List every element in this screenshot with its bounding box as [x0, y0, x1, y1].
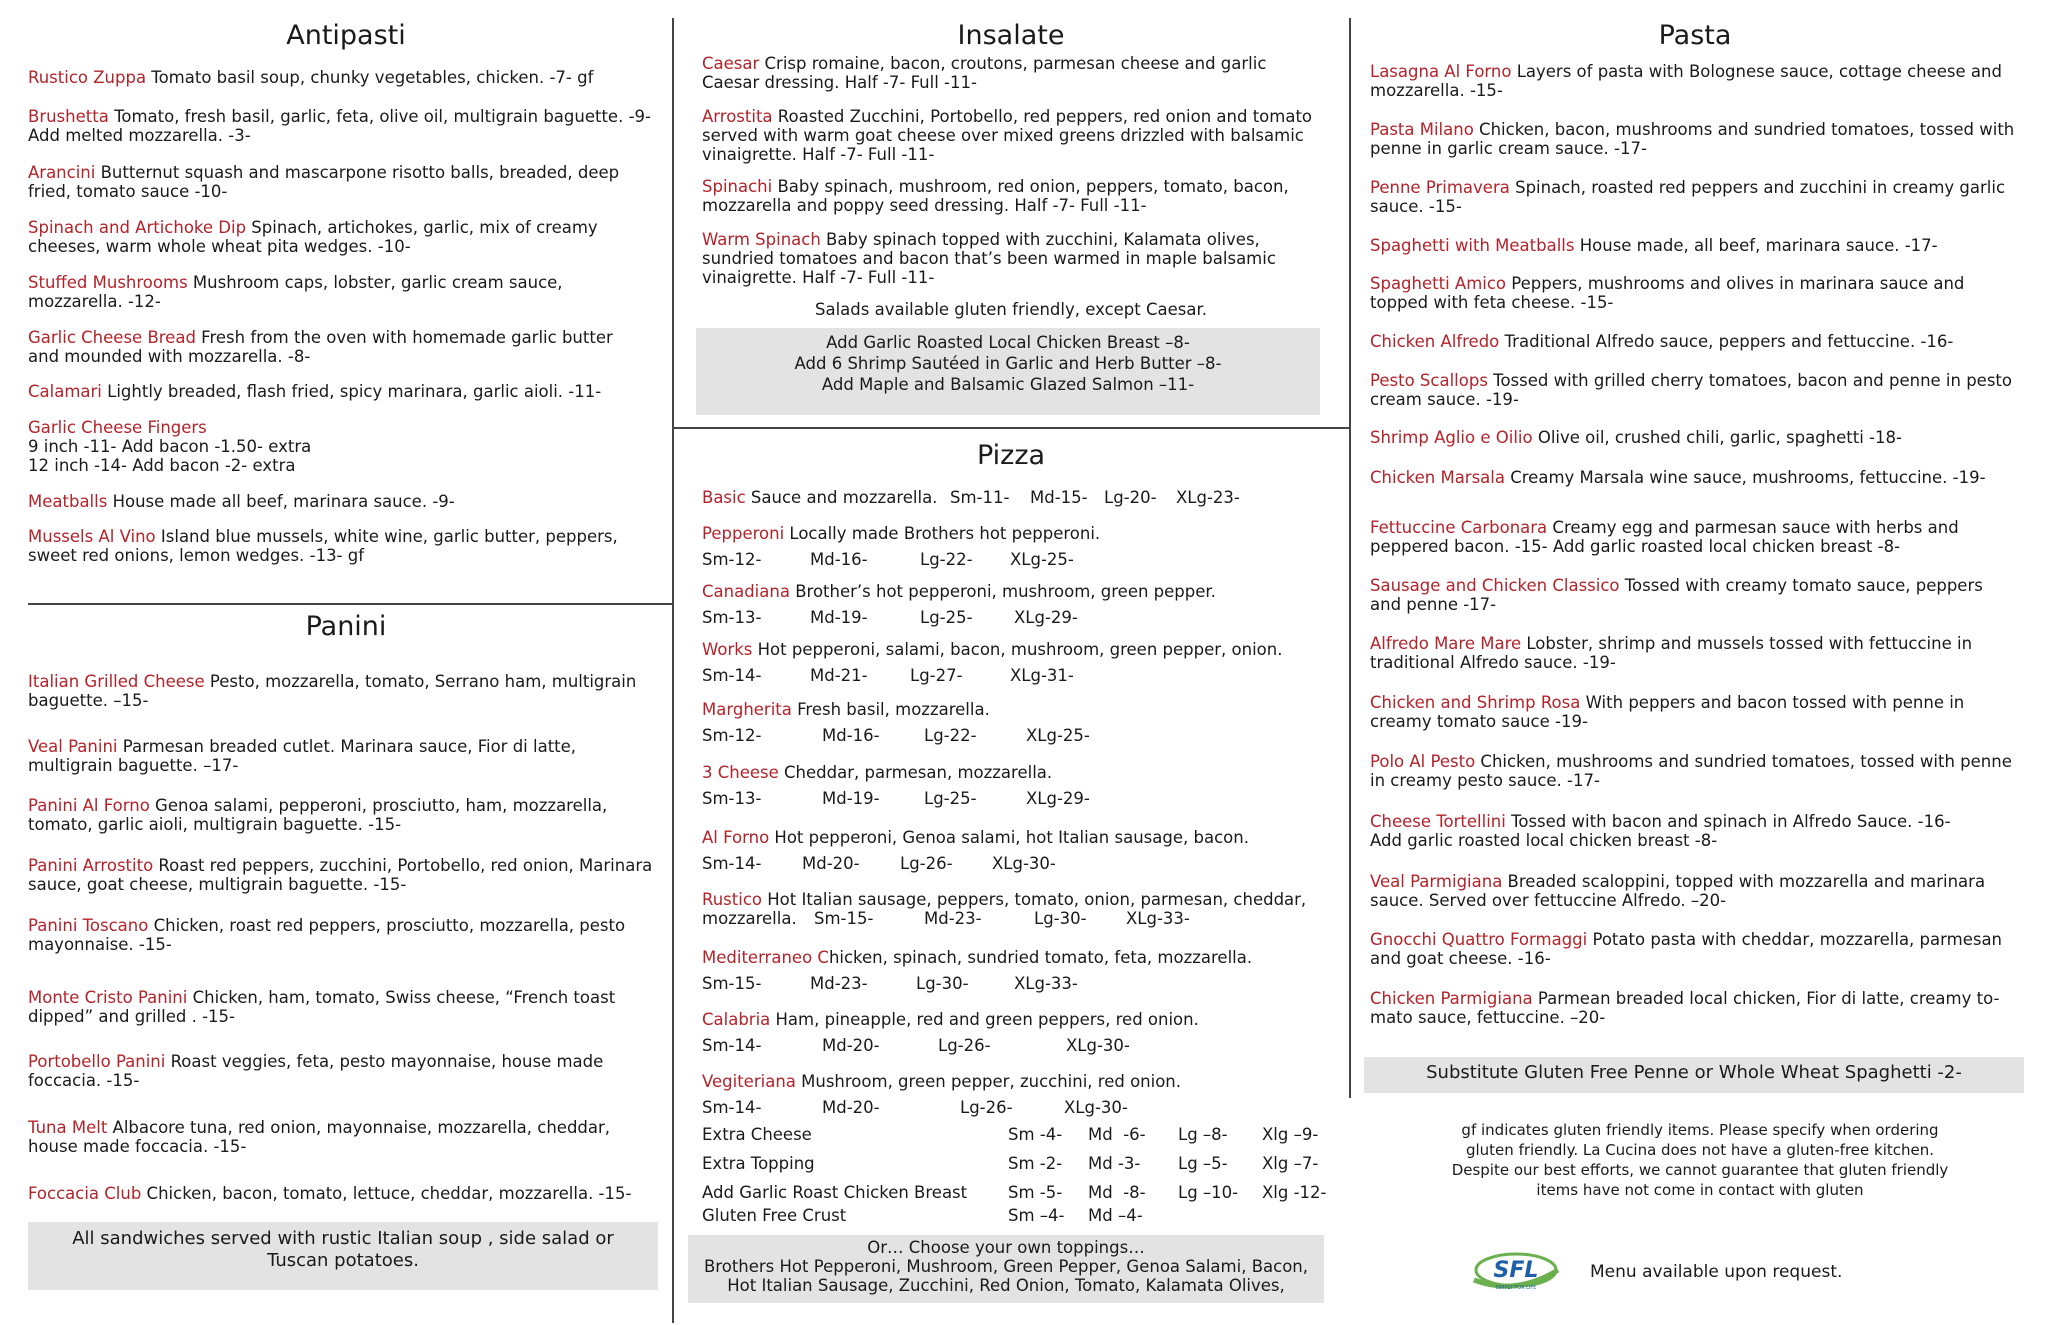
- pizza-extra-label: Extra Cheese: [702, 1125, 812, 1144]
- item-name: Al Forno: [702, 828, 770, 847]
- item-desc: Parmean breaded local chicken, Fior di latte, creamy to- mato sauce, fettuccine. –20-: [1370, 989, 2000, 1027]
- pasta-title: Pasta: [1658, 20, 1732, 51]
- menu-item: [1370, 332, 1953, 351]
- substitute-box: Substitute Gluten Free Penne or Whole Wheat Spaghetti -2-: [1364, 1057, 2024, 1093]
- pizza-price: Lg-30-: [1034, 909, 1087, 928]
- pizza-price: Lg-30-: [916, 974, 969, 993]
- item-name: Monte Cristo Panini: [28, 988, 188, 1007]
- item-name: Veal Panini: [28, 737, 118, 756]
- item-name: Calamari: [28, 382, 102, 401]
- pizza-desc-line: [702, 828, 1320, 847]
- pizza-extra-price: Xlg –9-: [1262, 1125, 1319, 1144]
- menu-item: [28, 672, 636, 710]
- item-desc: Lobster, shrimp and mussels tossed with fettuccine in traditional Alfredo sauce. -19-: [1370, 634, 1973, 672]
- panini-footer-line: Tuscan potatoes.: [267, 1250, 419, 1271]
- toppings-box: [688, 1235, 1324, 1303]
- pizza-extra-price: Lg –5-: [1178, 1154, 1228, 1173]
- pizza-price: Md-16-: [810, 550, 868, 569]
- item-name: Rustico Zuppa: [28, 68, 147, 87]
- item-desc: Creamy Marsala wine sauce, mushrooms, fettuccine. -19-: [1505, 468, 1986, 487]
- pizza-price: Sm-15-: [702, 974, 762, 993]
- pizza-price: XLg-25-: [1010, 550, 1074, 569]
- pizza-price: Sm-14-: [702, 854, 762, 873]
- pizza-item: [702, 640, 1320, 685]
- item-desc: Fresh from the oven with homemade garlic butter and mounded with mozzarella. -8-: [28, 328, 613, 366]
- menu-item: [1370, 274, 1964, 312]
- item-name: Calabria: [702, 1010, 771, 1029]
- item-desc: Breaded scaloppini, topped with mozzarella and marinara sauce. Served over fettuccine Alfredo. –20-: [1370, 872, 1986, 910]
- item-desc: Hot pepperoni, salami, bacon, mushroom, green pepper, onion.: [752, 640, 1283, 659]
- item-name: Chicken Alfredo: [1370, 332, 1500, 351]
- item-desc: Island blue mussels, white wine, garlic butter, peppers, sweet red onions, lemon wedges. -13- gf: [28, 527, 618, 565]
- item-name: Caesar: [702, 54, 760, 73]
- pizza-extra-price: Xlg –7-: [1262, 1154, 1319, 1173]
- item-desc: Roast veggies, feta, pesto mayonnaise, house made foccacia. -15-: [28, 1052, 604, 1090]
- menu-item: [702, 54, 1266, 92]
- pizza-item: [702, 524, 1320, 569]
- pizza-price: Sm-15-: [814, 909, 874, 928]
- item-desc: Potato pasta with cheddar, mozzarella, parmesan and goat cheese. -16-: [1370, 930, 2003, 968]
- item-desc: Sauce and mozzarella.: [745, 488, 938, 507]
- panini-footer-line: All sandwiches served with rustic Italian soup , side salad or: [72, 1228, 614, 1249]
- pizza-extra-price: Md -3-: [1088, 1154, 1141, 1173]
- pizza-price: Md-23-: [924, 909, 982, 928]
- menu-item: [702, 107, 1312, 164]
- item-name: Panini Al Forno: [28, 796, 150, 815]
- menu-item: [1370, 989, 1999, 1027]
- item-name: Shrimp Aglio e Oilio: [1370, 428, 1533, 447]
- menu-request-note: Menu available upon request.: [1590, 1262, 1843, 1282]
- pizza-extra-price: Lg –10-: [1178, 1183, 1239, 1202]
- menu-item: [28, 382, 601, 401]
- menu-item: [28, 988, 615, 1026]
- salad-gf-note: Salads available gluten friendly, except Caesar.: [814, 300, 1207, 319]
- logo-tagline: SIMPLY FOR LIFE: [1495, 1285, 1537, 1291]
- item-name: Rustico: [702, 890, 762, 909]
- menu-item: [28, 916, 625, 954]
- menu-item: [1370, 371, 2012, 409]
- pizza-desc-line: [702, 1010, 1320, 1029]
- pizza-extra-price: Md -8-: [1088, 1183, 1146, 1202]
- pizza-extra-price: Sm -4-: [1008, 1125, 1063, 1144]
- pizza-price: XLg-29-: [1014, 608, 1078, 627]
- pizza-price: XLg-30-: [1064, 1098, 1128, 1117]
- item-desc: Chicken, roast red peppers, prosciutto, mozzarella, pesto mayonnaise. -15-: [28, 916, 626, 954]
- item-name: Chicken and Shrimp Rosa: [1370, 693, 1581, 712]
- column-divider-right: [1349, 18, 1351, 1098]
- menu-item: [1370, 872, 1985, 910]
- menu-item: [1370, 120, 2014, 158]
- pizza-price: Md-23-: [810, 974, 868, 993]
- item-name: Pepperoni: [702, 524, 785, 543]
- menu-item: [28, 273, 563, 311]
- divider-insalate-pizza: [674, 427, 1349, 429]
- item-desc: Roast red peppers, zucchini, Portobello, red onion, Marinara sauce, goat cheese, multigrain baguette. -15-: [28, 856, 653, 894]
- item-desc: Chicken, bacon, tomato, lettuce, cheddar, mozzarella. -15-: [141, 1184, 632, 1203]
- item-desc: Olive oil, crushed chili, garlic, spaghetti -18-: [1532, 428, 1902, 447]
- item-desc: Fresh basil, mozzarella.: [791, 700, 990, 719]
- salad-addon: Add 6 Shrimp Sautéed in Garlic and Herb Butter –8-: [794, 354, 1222, 373]
- item-name: Pesto Scallops: [1370, 371, 1488, 390]
- item-desc: Chicken, bacon, mushrooms and sundried tomatoes, tossed with penne in garlic cream sauce. -17-: [1370, 120, 2015, 158]
- pizza-item: [702, 828, 1320, 873]
- item-desc: Genoa salami, pepperoni, prosciutto, ham, mozzarella, tomato, garlic aioli, multigrain baguette. -15-: [28, 796, 608, 834]
- panini-title: Panini: [305, 611, 387, 642]
- pizza-desc-line: [702, 582, 1320, 601]
- item-name: Italian Grilled Cheese: [28, 672, 205, 691]
- divider-antipasti-panini: [28, 603, 672, 605]
- pizza-extra-price: Xlg -12-: [1262, 1183, 1327, 1202]
- menu-item: [28, 737, 576, 775]
- item-desc: Tossed with bacon and spinach in Alfredo Sauce. -16- Add garlic roasted local chicken breast -8-: [1370, 812, 1951, 850]
- pizza-item: [702, 582, 1320, 627]
- salad-addon: Add Garlic Roasted Local Chicken Breast –8-: [826, 333, 1190, 352]
- item-desc: Mushroom caps, lobster, garlic cream sauce, mozzarella. -12-: [28, 273, 563, 311]
- item-name: Gnocchi Quattro Formaggi: [1370, 930, 1588, 949]
- item-name: Vegiteriana: [702, 1072, 796, 1091]
- menu-item: [28, 218, 598, 256]
- item-name: Panini Toscano: [28, 916, 149, 935]
- item-name: Sausage and Chicken Classico: [1370, 576, 1620, 595]
- salad-addon: Add Maple and Balsamic Glazed Salmon –11-: [821, 375, 1195, 394]
- pizza-desc-line: [702, 890, 1320, 928]
- item-name: Stuffed Mushrooms: [28, 273, 188, 292]
- item-desc: Baby spinach topped with zucchini, Kalamata olives, sundried tomatoes and bacon that’s been warmed in maple balsamic vinaigrette. Half -7- Full -11-: [702, 230, 1276, 287]
- item-desc: Hot pepperoni, Genoa salami, hot Italian sausage, bacon.: [769, 828, 1249, 847]
- pizza-price: Sm-14-: [702, 1098, 762, 1117]
- item-name: Mussels Al Vino: [28, 527, 156, 546]
- pizza-price: XLg-30-: [1066, 1036, 1130, 1055]
- menu-item: [28, 107, 651, 145]
- menu-item: [1370, 576, 1983, 614]
- pizza-item: [702, 1010, 1320, 1055]
- item-name: Warm Spinach: [702, 230, 821, 249]
- pizza-price: Sm-13-: [702, 789, 762, 808]
- menu-item: [1370, 812, 1951, 850]
- item-desc: Albacore tuna, red onion, mayonnaise, mozzarella, cheddar, house made foccacia. -15-: [28, 1118, 611, 1156]
- insalate-title: Insalate: [957, 20, 1065, 51]
- toppings-intro: Or… Choose your own toppings…: [867, 1238, 1145, 1257]
- item-name: Arrostita: [702, 107, 773, 126]
- pizza-desc-line: [702, 700, 1320, 719]
- pizza-price: Sm-12-: [702, 726, 762, 745]
- item-name: Spaghetti Amico: [1370, 274, 1507, 293]
- pizza-price: Sm-12-: [702, 550, 762, 569]
- item-name: Chicken Marsala: [1370, 468, 1505, 487]
- item-name: Arancini: [28, 163, 96, 182]
- item-desc: Spinach, roasted red peppers and zucchini in creamy garlic sauce. -15-: [1370, 178, 2006, 216]
- pizza-price: Sm-13-: [702, 608, 762, 627]
- item-name: Spinach and Artichoke Dip: [28, 218, 247, 237]
- item-desc: Traditional Alfredo sauce, peppers and fettuccine. -16-: [1499, 332, 1954, 351]
- pizza-price: Md-15-: [1030, 488, 1088, 507]
- item-desc: Hot Italian sausage, peppers, tomato, onion, parmesan, cheddar, mozzarella.: [702, 890, 1307, 928]
- item-name: Panini Arrostito: [28, 856, 154, 875]
- pizza-item: [702, 700, 1320, 745]
- item-name: Mediterraneo C: [702, 948, 829, 967]
- pizza-price: XLg-25-: [1026, 726, 1090, 745]
- item-name: Tuna Melt: [28, 1118, 108, 1137]
- pizza-desc-line: [702, 524, 1320, 543]
- item-desc: Butternut squash and mascarpone risotto balls, breaded, deep fried, tomato sauce -10-: [28, 163, 620, 201]
- pizza-extra-price: Md -6-: [1088, 1125, 1146, 1144]
- menu-item: [1370, 752, 2012, 790]
- pizza-extra-price: Sm -2-: [1008, 1154, 1063, 1173]
- item-name: Penne Primavera: [1370, 178, 1510, 197]
- menu-item: [702, 177, 1289, 215]
- pizza-price: Md-19-: [822, 789, 880, 808]
- menu-item: [28, 796, 607, 834]
- pizza-price: Lg-20-: [1104, 488, 1157, 507]
- menu-item: [1370, 930, 2002, 968]
- menu-item: [28, 856, 652, 894]
- item-name: 3 Cheese: [702, 763, 779, 782]
- antipasti-title: Antipasti: [286, 20, 406, 51]
- item-desc: Spinach, artichokes, garlic, mix of creamy cheeses, warm whole wheat pita wedges. -10-: [28, 218, 598, 256]
- menu-item: [1370, 428, 1902, 447]
- item-name: Garlic Cheese Bread: [28, 328, 196, 347]
- toppings-line: Hot Italian Sausage, Zucchini, Red Onion, Tomato, Kalamata Olives,: [727, 1276, 1285, 1295]
- menu-item: [1370, 62, 2002, 100]
- item-name: Veal Parmigiana: [1370, 872, 1503, 891]
- pizza-item: [702, 488, 1320, 507]
- item-name: Spinachi: [702, 177, 773, 196]
- item-desc: Lightly breaded, flash fried, spicy marinara, garlic aioli. -11-: [101, 382, 602, 401]
- item-name: Alfredo Mare Mare: [1370, 634, 1522, 653]
- pizza-title: Pizza: [976, 440, 1046, 471]
- pizza-price: Lg-26-: [938, 1036, 991, 1055]
- item-desc: Chicken, ham, tomato, Swiss cheese, “French toast dipped” and grilled . -15-: [28, 988, 616, 1026]
- pizza-extra-price: Sm -5-: [1008, 1183, 1063, 1202]
- gluten-note: gf indicates gluten friendly items. Please specify when ordering gluten friendly. La Cucina does not have a gluten-free kitchen. Despite our best efforts, we cannot guarantee that gluten friendly items have not come in contact with gluten: [1451, 1121, 1949, 1199]
- item-desc: Ham, pineapple, red and green peppers, red onion.: [770, 1010, 1199, 1029]
- pizza-extra-label: Extra Topping: [702, 1154, 815, 1173]
- menu-item: [28, 527, 618, 565]
- item-desc: Tossed with grilled cherry tomatoes, bacon and penne in pesto cream sauce. -19-: [1370, 371, 2012, 409]
- menu-item: [28, 1052, 603, 1090]
- item-desc: Crisp romaine, bacon, croutons, parmesan cheese and garlic Caesar dressing. Half -7- Full -11-: [702, 54, 1267, 92]
- item-desc: 9 inch -11- Add bacon -1.50- extra 12 inch -14- Add bacon -2- extra: [28, 437, 312, 475]
- pizza-extra-price: Sm –4-: [1008, 1206, 1065, 1225]
- pizza-desc-line: [702, 640, 1320, 659]
- pizza-price: XLg-30-: [992, 854, 1056, 873]
- item-name: Chicken Parmigiana: [1370, 989, 1533, 1008]
- item-name: Polo Al Pesto: [1370, 752, 1476, 771]
- pizza-price: Lg-25-: [924, 789, 977, 808]
- item-desc: Parmesan breaded cutlet. Marinara sauce, Fior di latte, multigrain baguette. –17-: [28, 737, 577, 775]
- pizza-desc-line: [702, 948, 1320, 967]
- item-desc: Roasted Zucchini, Portobello, red peppers, red onion and tomato served with warm goat cheese over mixed greens drizzled with balsamic vinaigrette. Half -7- Full -11-: [702, 107, 1313, 164]
- menu-item: [1370, 468, 1986, 487]
- item-desc: Tossed with creamy tomato sauce, peppers and penne -17-: [1370, 576, 1983, 614]
- pizza-extra-label: Gluten Free Crust: [702, 1206, 847, 1225]
- pizza-price: Sm-14-: [702, 666, 762, 685]
- sfl-logo: [1468, 1250, 1564, 1294]
- menu-item: [28, 1118, 610, 1156]
- menu-item: [28, 1184, 631, 1203]
- item-name: Cheese Tortellini: [1370, 812, 1506, 831]
- item-name: Canadiana: [702, 582, 790, 601]
- item-name: Fettuccine Carbonara: [1370, 518, 1548, 537]
- item-desc: Tomato basil soup, chunky vegetables, chicken. -7- gf: [146, 68, 594, 87]
- item-desc: Baby spinach, mushroom, red onion, peppers, tomato, bacon, mozzarella and poppy seed dressing. Half -7- Full -11-: [702, 177, 1289, 215]
- pizza-item: [702, 890, 1320, 928]
- pizza-desc-line: [702, 763, 1320, 782]
- item-name: Spaghetti with Meatballs: [1370, 236, 1575, 255]
- item-name: Basic: [702, 488, 746, 507]
- item-name: Garlic Cheese Fingers: [28, 418, 207, 437]
- pizza-price: Md-20-: [822, 1098, 880, 1117]
- item-name: Brushetta: [28, 107, 109, 126]
- pizza-price: XLg-33-: [1014, 974, 1078, 993]
- pizza-price: XLg-23-: [1176, 488, 1240, 507]
- pizza-item: [702, 948, 1320, 993]
- menu-item: [28, 418, 311, 475]
- panini-footer-box: [28, 1222, 658, 1290]
- pizza-price: XLg-33-: [1126, 909, 1190, 928]
- pizza-price: Lg-26-: [960, 1098, 1013, 1117]
- pizza-price: Lg-27-: [910, 666, 963, 685]
- column-divider-left: [672, 18, 674, 1323]
- pizza-price: Lg-22-: [920, 550, 973, 569]
- item-name: Lasagna Al Forno: [1370, 62, 1512, 81]
- menu-item: [1370, 693, 1964, 731]
- pizza-price: Md-20-: [802, 854, 860, 873]
- pizza-price: Sm-14-: [702, 1036, 762, 1055]
- item-desc: Layers of pasta with Bolognese sauce, cottage cheese and mozzarella. -15-: [1370, 62, 2002, 100]
- item-desc: Brother’s hot pepperoni, mushroom, green pepper.: [789, 582, 1216, 601]
- item-desc: Locally made Brothers hot pepperoni.: [784, 524, 1101, 543]
- item-desc: House made, all beef, marinara sauce. -17-: [1574, 236, 1938, 255]
- item-name: Pasta Milano: [1370, 120, 1474, 139]
- pizza-price: Lg-25-: [920, 608, 973, 627]
- menu-item: [1370, 518, 1959, 556]
- pizza-price: Lg-22-: [924, 726, 977, 745]
- menu-item: [1370, 236, 1938, 255]
- pizza-price: Lg-26-: [900, 854, 953, 873]
- item-name: Meatballs: [28, 492, 108, 511]
- item-desc: Chicken, mushrooms and sundried tomatoes, tossed with penne in creamy pesto sauce. -17-: [1370, 752, 2012, 790]
- pizza-price: Sm-11-: [950, 488, 1010, 507]
- pizza-price: XLg-31-: [1010, 666, 1074, 685]
- item-desc: Pesto, mozzarella, tomato, Serrano ham, multigrain baguette. –15-: [28, 672, 637, 710]
- pizza-item: [702, 763, 1320, 808]
- item-desc: Mushroom, green pepper, zucchini, red onion.: [795, 1072, 1182, 1091]
- pizza-price: Md-16-: [822, 726, 880, 745]
- menu-item: [28, 492, 455, 511]
- menu-item: [1370, 634, 1972, 672]
- item-desc: Peppers, mushrooms and olives in marinara sauce and topped with feta cheese. -15-: [1370, 274, 1965, 312]
- pizza-item: [702, 1072, 1320, 1117]
- item-desc: Tomato, fresh basil, garlic, feta, olive oil, multigrain baguette. -9- Add melted mozzarella. -3-: [28, 107, 651, 145]
- pizza-price: Md-21-: [810, 666, 868, 685]
- menu-item: [702, 230, 1276, 287]
- item-name: Margherita: [702, 700, 792, 719]
- item-name: Works: [702, 640, 753, 659]
- item-desc: hicken, spinach, sundried tomato, feta, mozzarella.: [828, 948, 1253, 967]
- pizza-price: Md-20-: [822, 1036, 880, 1055]
- menu-item: [1370, 178, 2005, 216]
- item-desc: With peppers and bacon tossed with penne in creamy tomato sauce -19-: [1370, 693, 1965, 731]
- salad-addons-box: [696, 328, 1320, 415]
- item-desc: Cheddar, parmesan, mozzarella.: [778, 763, 1053, 782]
- pizza-extra-label: Add Garlic Roast Chicken Breast: [702, 1183, 968, 1202]
- menu-item: [28, 68, 593, 87]
- item-desc: Creamy egg and parmesan sauce with herbs and peppered bacon. -15- Add garlic roasted local chicken breast -8-: [1370, 518, 1959, 556]
- pizza-desc-line: [702, 1072, 1320, 1091]
- sfl-logo-mark: [1468, 1250, 1564, 1294]
- item-name: Portobello Panini: [28, 1052, 166, 1071]
- logo-text: SFL: [1493, 1258, 1539, 1283]
- pizza-price: XLg-29-: [1026, 789, 1090, 808]
- menu-item: [28, 163, 619, 201]
- item-desc: House made all beef, marinara sauce. -9-: [107, 492, 455, 511]
- toppings-line: Brothers Hot Pepperoni, Mushroom, Green Pepper, Genoa Salami, Bacon,: [703, 1257, 1308, 1276]
- pizza-extra-price: Lg –8-: [1178, 1125, 1228, 1144]
- item-name: Foccacia Club: [28, 1184, 142, 1203]
- menu-item: [28, 328, 613, 366]
- pizza-price: Md-19-: [810, 608, 868, 627]
- pizza-extra-price: Md –4-: [1088, 1206, 1143, 1225]
